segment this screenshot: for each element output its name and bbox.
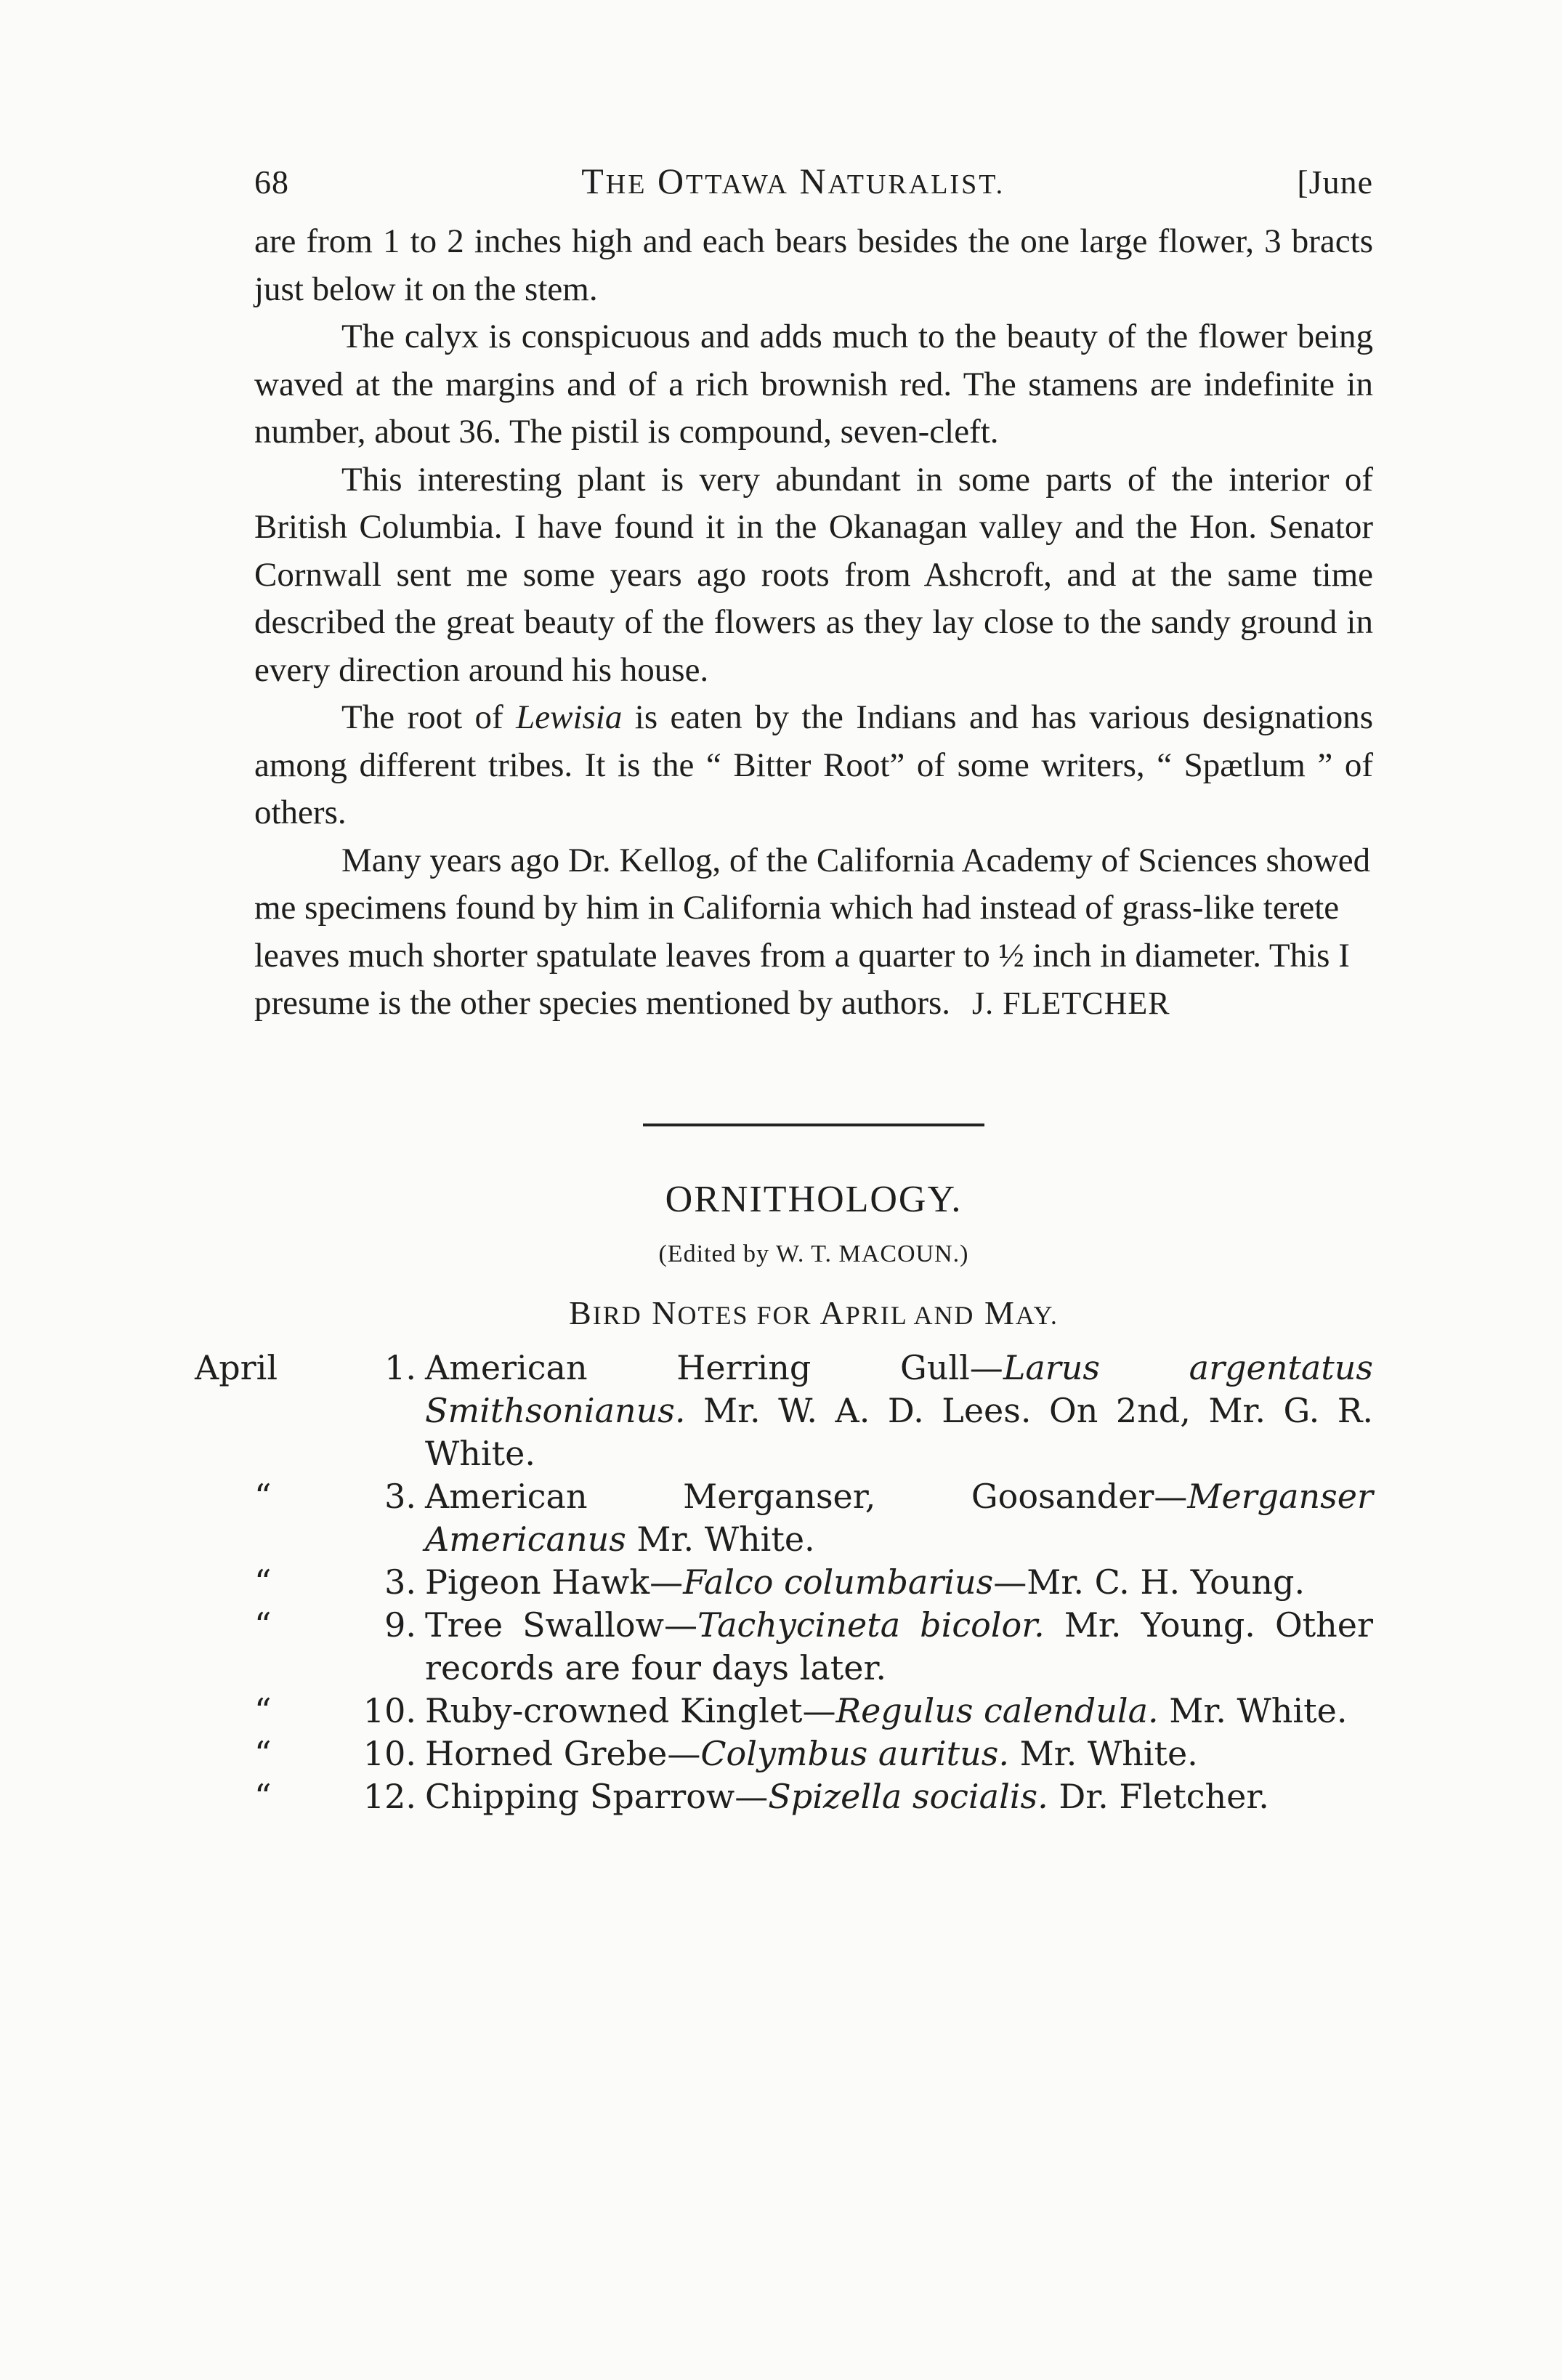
paragraph: are from 1 to 2 inches high and each bears besides the one large flower, 3 bracts just below it on the stem.: [254, 222, 1373, 308]
paragraph: The calyx is conspicuous and adds much to the beauty of the flower being waved at the margins and of a rich brownish red. The stamens are indefinite in number, about 36. The pistil is compound, seven-cleft.: [254, 318, 1373, 451]
section-title: ORNITHOLOGY.: [665, 1178, 963, 1220]
record-month: “: [254, 1562, 272, 1602]
record-text: Horned Grebe—Colymbus auritus. Mr. White.: [425, 1733, 1198, 1773]
record-day: 9.: [384, 1605, 416, 1645]
record-day: 12.: [363, 1776, 416, 1816]
list-item: [254, 1475, 1373, 1561]
record-day: 10.: [363, 1733, 416, 1773]
record-month: “: [254, 1605, 272, 1645]
list-item: [254, 1690, 1373, 1732]
record-text: Ruby-crowned Kinglet—Regulus calendula. Mr. White.: [425, 1690, 1348, 1730]
page-number: 68: [254, 164, 289, 201]
section-editor: (Edited by W. T. MACOUN.): [658, 1240, 969, 1267]
journal-title: THE OTTAWA NATURALIST.: [581, 161, 1005, 201]
record-text: American Merganser, Goosander—Merganser Americanus Mr. White.: [425, 1476, 1373, 1559]
record-month: “: [254, 1776, 272, 1816]
record-text: American Herring Gull—Larus argentatus Smithsonianus. Mr. W. A. D. Lees. On 2nd, Mr. G. R. White.: [425, 1347, 1374, 1473]
list-item: [254, 1775, 1373, 1818]
author-signature: J. FLETCHER: [972, 985, 1170, 1021]
section-subtitle: BIRD NOTES FOR APRIL AND MAY.: [569, 1294, 1059, 1331]
paragraph: Many years ago Dr. Kellog, of the California Academy of Sciences showed me specimens found by him in California which had instead of grass-like terete leaves much shorter spatulate leaves from a quarter to ½ inch in diameter. This I presume is the other species mentioned by authors. J. FLETCHER: [254, 841, 1371, 1022]
record-text: Pigeon Hawk—Falco columbarius—Mr. C. H. Young.: [425, 1562, 1306, 1602]
list-item: [254, 1561, 1373, 1604]
record-text: Chipping Sparrow—Spizella socialis. Dr. Fletcher.: [425, 1776, 1269, 1816]
record-day: 3.: [384, 1562, 416, 1602]
page: [195, 160, 1374, 1818]
record-day: 10.: [363, 1690, 416, 1730]
record-day: 3.: [384, 1476, 416, 1516]
record-month: “: [254, 1476, 272, 1516]
record-month: “: [254, 1733, 272, 1773]
list-item: [195, 1347, 1374, 1475]
record-month: “: [254, 1690, 272, 1730]
list-item: [254, 1732, 1373, 1775]
article-body: [254, 218, 1373, 1028]
list-item: [254, 1604, 1373, 1690]
section-divider: [643, 1124, 984, 1126]
running-header: [254, 160, 1373, 211]
record-text: Tree Swallow—Tachycineta bicolor. Mr. Young. Other records are four days later.: [425, 1605, 1373, 1687]
paragraph: This interesting plant is very abundant in some parts of the interior of British Columbia. I have found it in the Okanagan valley and the Hon. Senator Cornwall sent me some years ago roots from Ashcroft, and at the same time described the great beauty of the flowers as they lay close to the sandy ground in every direction around his house.: [254, 460, 1373, 689]
issue-label: [June: [1297, 164, 1373, 201]
paragraph: The root of Lewisia is eaten by the Indians and has various designations among different tribes. It is the “ Bitter Root” of some writers, “ Spætlum ” of others.: [254, 698, 1373, 831]
bird-records: [195, 1347, 1374, 1818]
record-day: 1.: [384, 1347, 416, 1387]
record-month: April: [195, 1347, 278, 1387]
genus-name: Lewisia: [516, 698, 623, 736]
